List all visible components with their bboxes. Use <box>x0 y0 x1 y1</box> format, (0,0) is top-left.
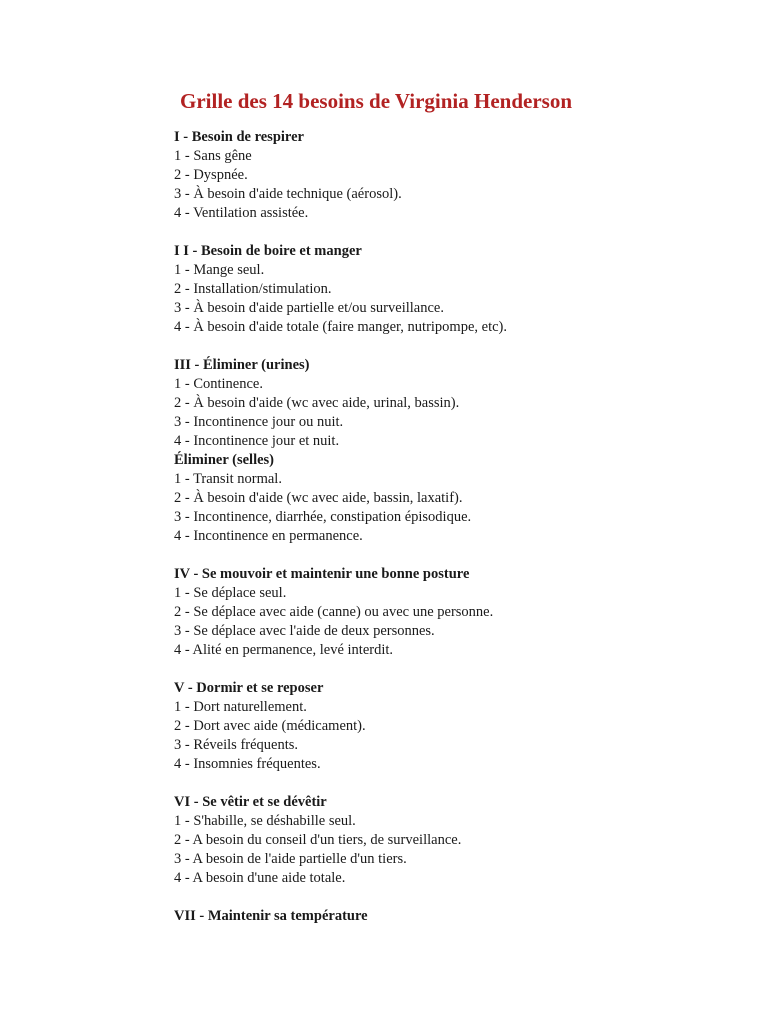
need-level-item: 2 - À besoin d'aide (wc avec aide, urinal, bassin). <box>174 395 460 411</box>
need-level-item: 1 - Continence. <box>174 376 263 392</box>
need-level-item: 3 - Incontinence, diarrhée, constipation épisodique. <box>174 509 472 525</box>
need-level-item: 2 - A besoin du conseil d'un tiers, de surveillance. <box>174 832 462 848</box>
need-level-item: 4 - Incontinence en permanence. <box>174 528 363 544</box>
document-title: Grille des 14 besoins de Virginia Henderson <box>180 89 573 113</box>
need-heading: IV - Se mouvoir et maintenir une bonne posture <box>174 566 470 582</box>
need-heading: I I - Besoin de boire et manger <box>174 243 362 259</box>
need-level-item: 1 - Sans gêne <box>174 148 252 164</box>
need-level-item: 2 - À besoin d'aide (wc avec aide, bassin, laxatif). <box>174 490 463 506</box>
need-heading: Éliminer (selles) <box>174 452 275 468</box>
need-level-item: 4 - Insomnies fréquentes. <box>174 756 321 772</box>
needs-list <box>174 128 734 926</box>
need-heading: I - Besoin de respirer <box>174 129 304 145</box>
document-page <box>174 86 734 945</box>
need-level-item: 4 - Alité en permanence, levé interdit. <box>174 642 394 658</box>
need-section <box>174 679 734 774</box>
need-level-item: 4 - Ventilation assistée. <box>174 205 309 221</box>
need-level-item: 1 - Se déplace seul. <box>174 585 287 601</box>
need-level-item: 1 - Transit normal. <box>174 471 282 487</box>
need-section <box>174 565 734 660</box>
need-heading: III - Éliminer (urines) <box>174 357 310 373</box>
need-heading: V - Dormir et se reposer <box>174 680 324 696</box>
need-section <box>174 356 734 451</box>
need-section <box>174 128 734 223</box>
need-level-item: 2 - Dort avec aide (médicament). <box>174 718 366 734</box>
need-level-item: 3 - À besoin d'aide technique (aérosol). <box>174 186 402 202</box>
need-section <box>174 793 734 888</box>
need-level-item: 2 - Dyspnée. <box>174 167 248 183</box>
need-level-item: 3 - Se déplace avec l'aide de deux personnes. <box>174 623 435 639</box>
need-level-item: 1 - Dort naturellement. <box>174 699 307 715</box>
need-level-item: 3 - Incontinence jour ou nuit. <box>174 414 344 430</box>
need-level-item: 2 - Installation/stimulation. <box>174 281 332 297</box>
need-level-item: 1 - Mange seul. <box>174 262 265 278</box>
need-level-item: 3 - A besoin de l'aide partielle d'un tiers. <box>174 851 407 867</box>
need-section <box>174 907 734 926</box>
need-section <box>174 451 734 546</box>
need-heading: VI - Se vêtir et se dévêtir <box>174 794 327 810</box>
need-level-item: 2 - Se déplace avec aide (canne) ou avec une personne. <box>174 604 494 620</box>
need-level-item: 1 - S'habille, se déshabille seul. <box>174 813 356 829</box>
need-level-item: 4 - À besoin d'aide totale (faire manger, nutripompe, etc). <box>174 319 507 335</box>
need-heading: VII - Maintenir sa température <box>174 908 368 924</box>
need-level-item: 3 - Réveils fréquents. <box>174 737 299 753</box>
need-level-item: 3 - À besoin d'aide partielle et/ou surveillance. <box>174 300 444 316</box>
need-level-item: 4 - A besoin d'une aide totale. <box>174 870 346 886</box>
need-level-item: 4 - Incontinence jour et nuit. <box>174 433 340 449</box>
need-section <box>174 242 734 337</box>
